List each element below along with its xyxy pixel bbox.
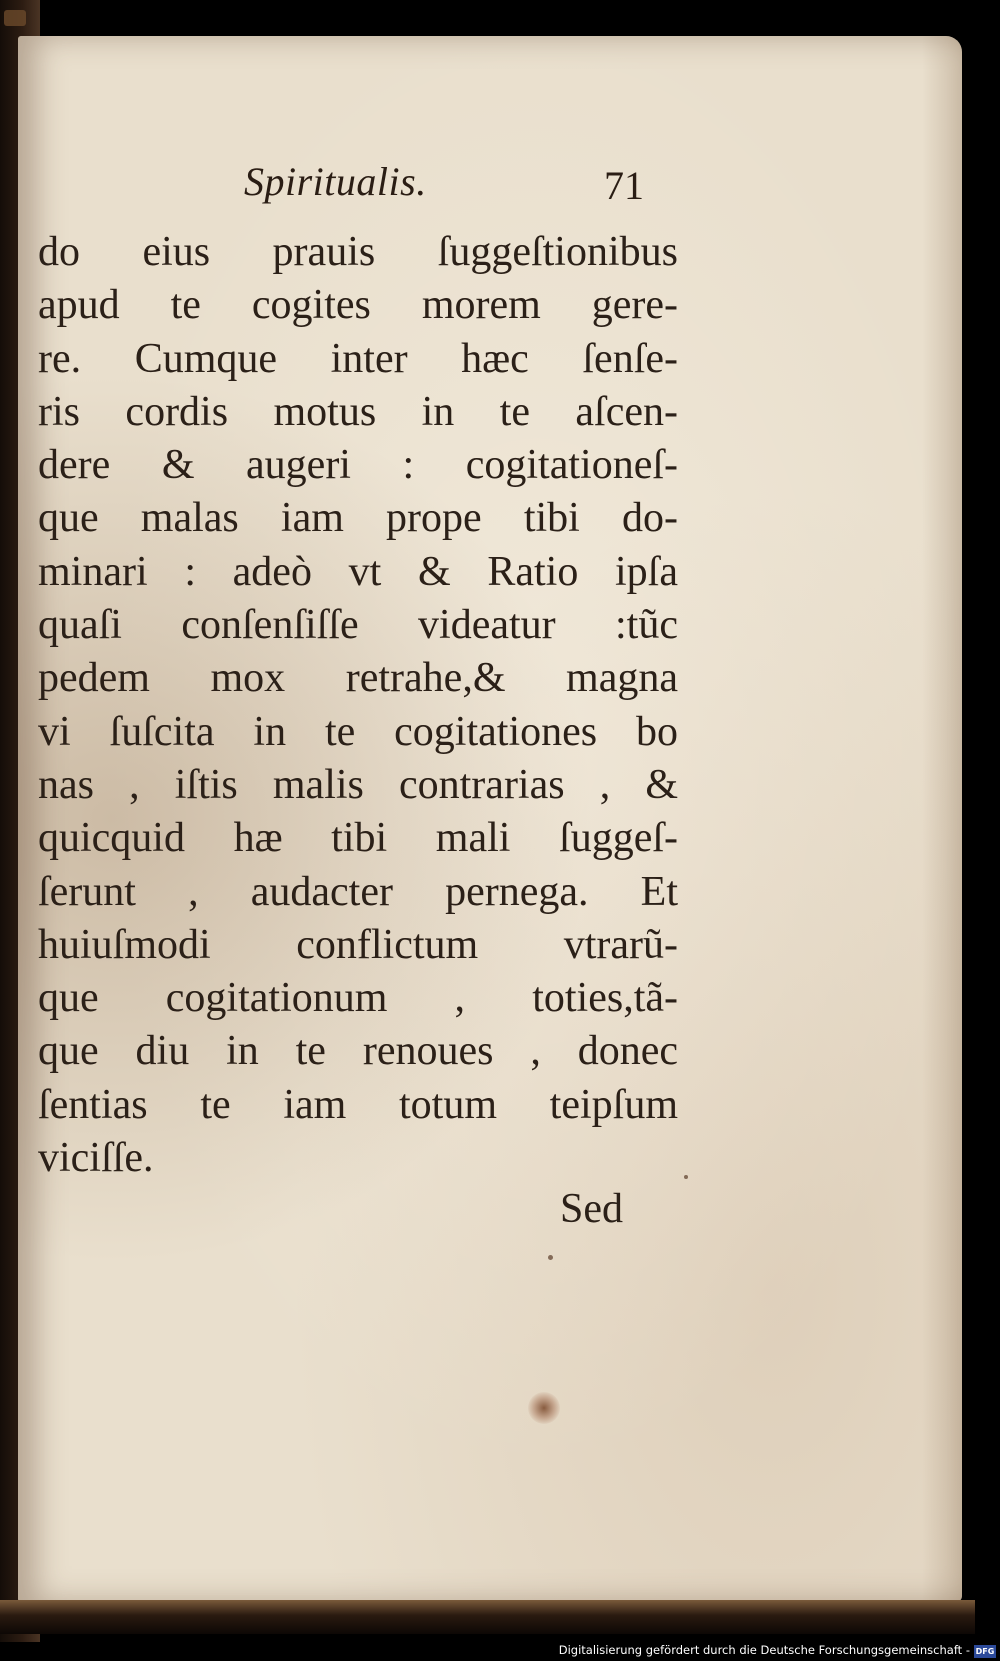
- paper-stain: [528, 1392, 560, 1424]
- text-line: vi ſuſcita in te cogitationes bo: [38, 708, 678, 755]
- running-head: Spiritualis.: [244, 159, 427, 204]
- text-line: apud te cogites morem gere-: [38, 282, 678, 329]
- text-line: viciſſe.: [38, 1135, 154, 1182]
- text-line: que malas iam prope tibi do-: [38, 495, 678, 542]
- text-line: dere & augeri : cogitationeſ-: [38, 442, 678, 489]
- digitization-credit-bar: [0, 1642, 1000, 1661]
- paper-speck: [684, 1175, 688, 1179]
- paper-speck: [548, 1255, 553, 1260]
- page-header: [18, 158, 962, 218]
- page-edge-shading: [922, 36, 962, 1602]
- text-line: quaſi conſenſiſſe videatur :tũc: [38, 602, 678, 649]
- text-line: quicquid hæ tibi mali ſuggeſ-: [38, 815, 678, 862]
- catchword: Sed: [560, 1186, 623, 1232]
- text-line: que diu in te renoues , donec: [38, 1028, 678, 1075]
- text-line: ris cordis motus in te aſcen-: [38, 388, 678, 435]
- text-line: minari : adeò vt & Ratio ipſa: [38, 548, 678, 595]
- text-line: ſerunt , audacter pernega. Et: [38, 868, 678, 915]
- text-line: ſentias te iam totum teipſum: [38, 1081, 678, 1128]
- spine-mark: [4, 10, 26, 26]
- book-bottom-edge: [0, 1600, 975, 1634]
- text-line: huiuſmodi conflictum vtrarũ-: [38, 921, 678, 968]
- page-number: 71: [604, 163, 644, 208]
- text-line: pedem mox retrahe,& magna: [38, 655, 678, 702]
- dfg-logo: DFG: [975, 1647, 995, 1656]
- text-line: nas , iſtis malis contrarias , &: [38, 761, 678, 808]
- text-line: que cogitationum , toties,tã-: [38, 975, 678, 1022]
- text-line: do eius prauis ſuggeſtionibus: [38, 229, 678, 275]
- body-text: [38, 226, 678, 1185]
- credit-text: Digitalisierung gefördert durch die Deutsche Forschungsgemeinschaft -: [558, 1643, 970, 1657]
- text-line: re. Cumque inter hæc ſenſe-: [38, 335, 678, 382]
